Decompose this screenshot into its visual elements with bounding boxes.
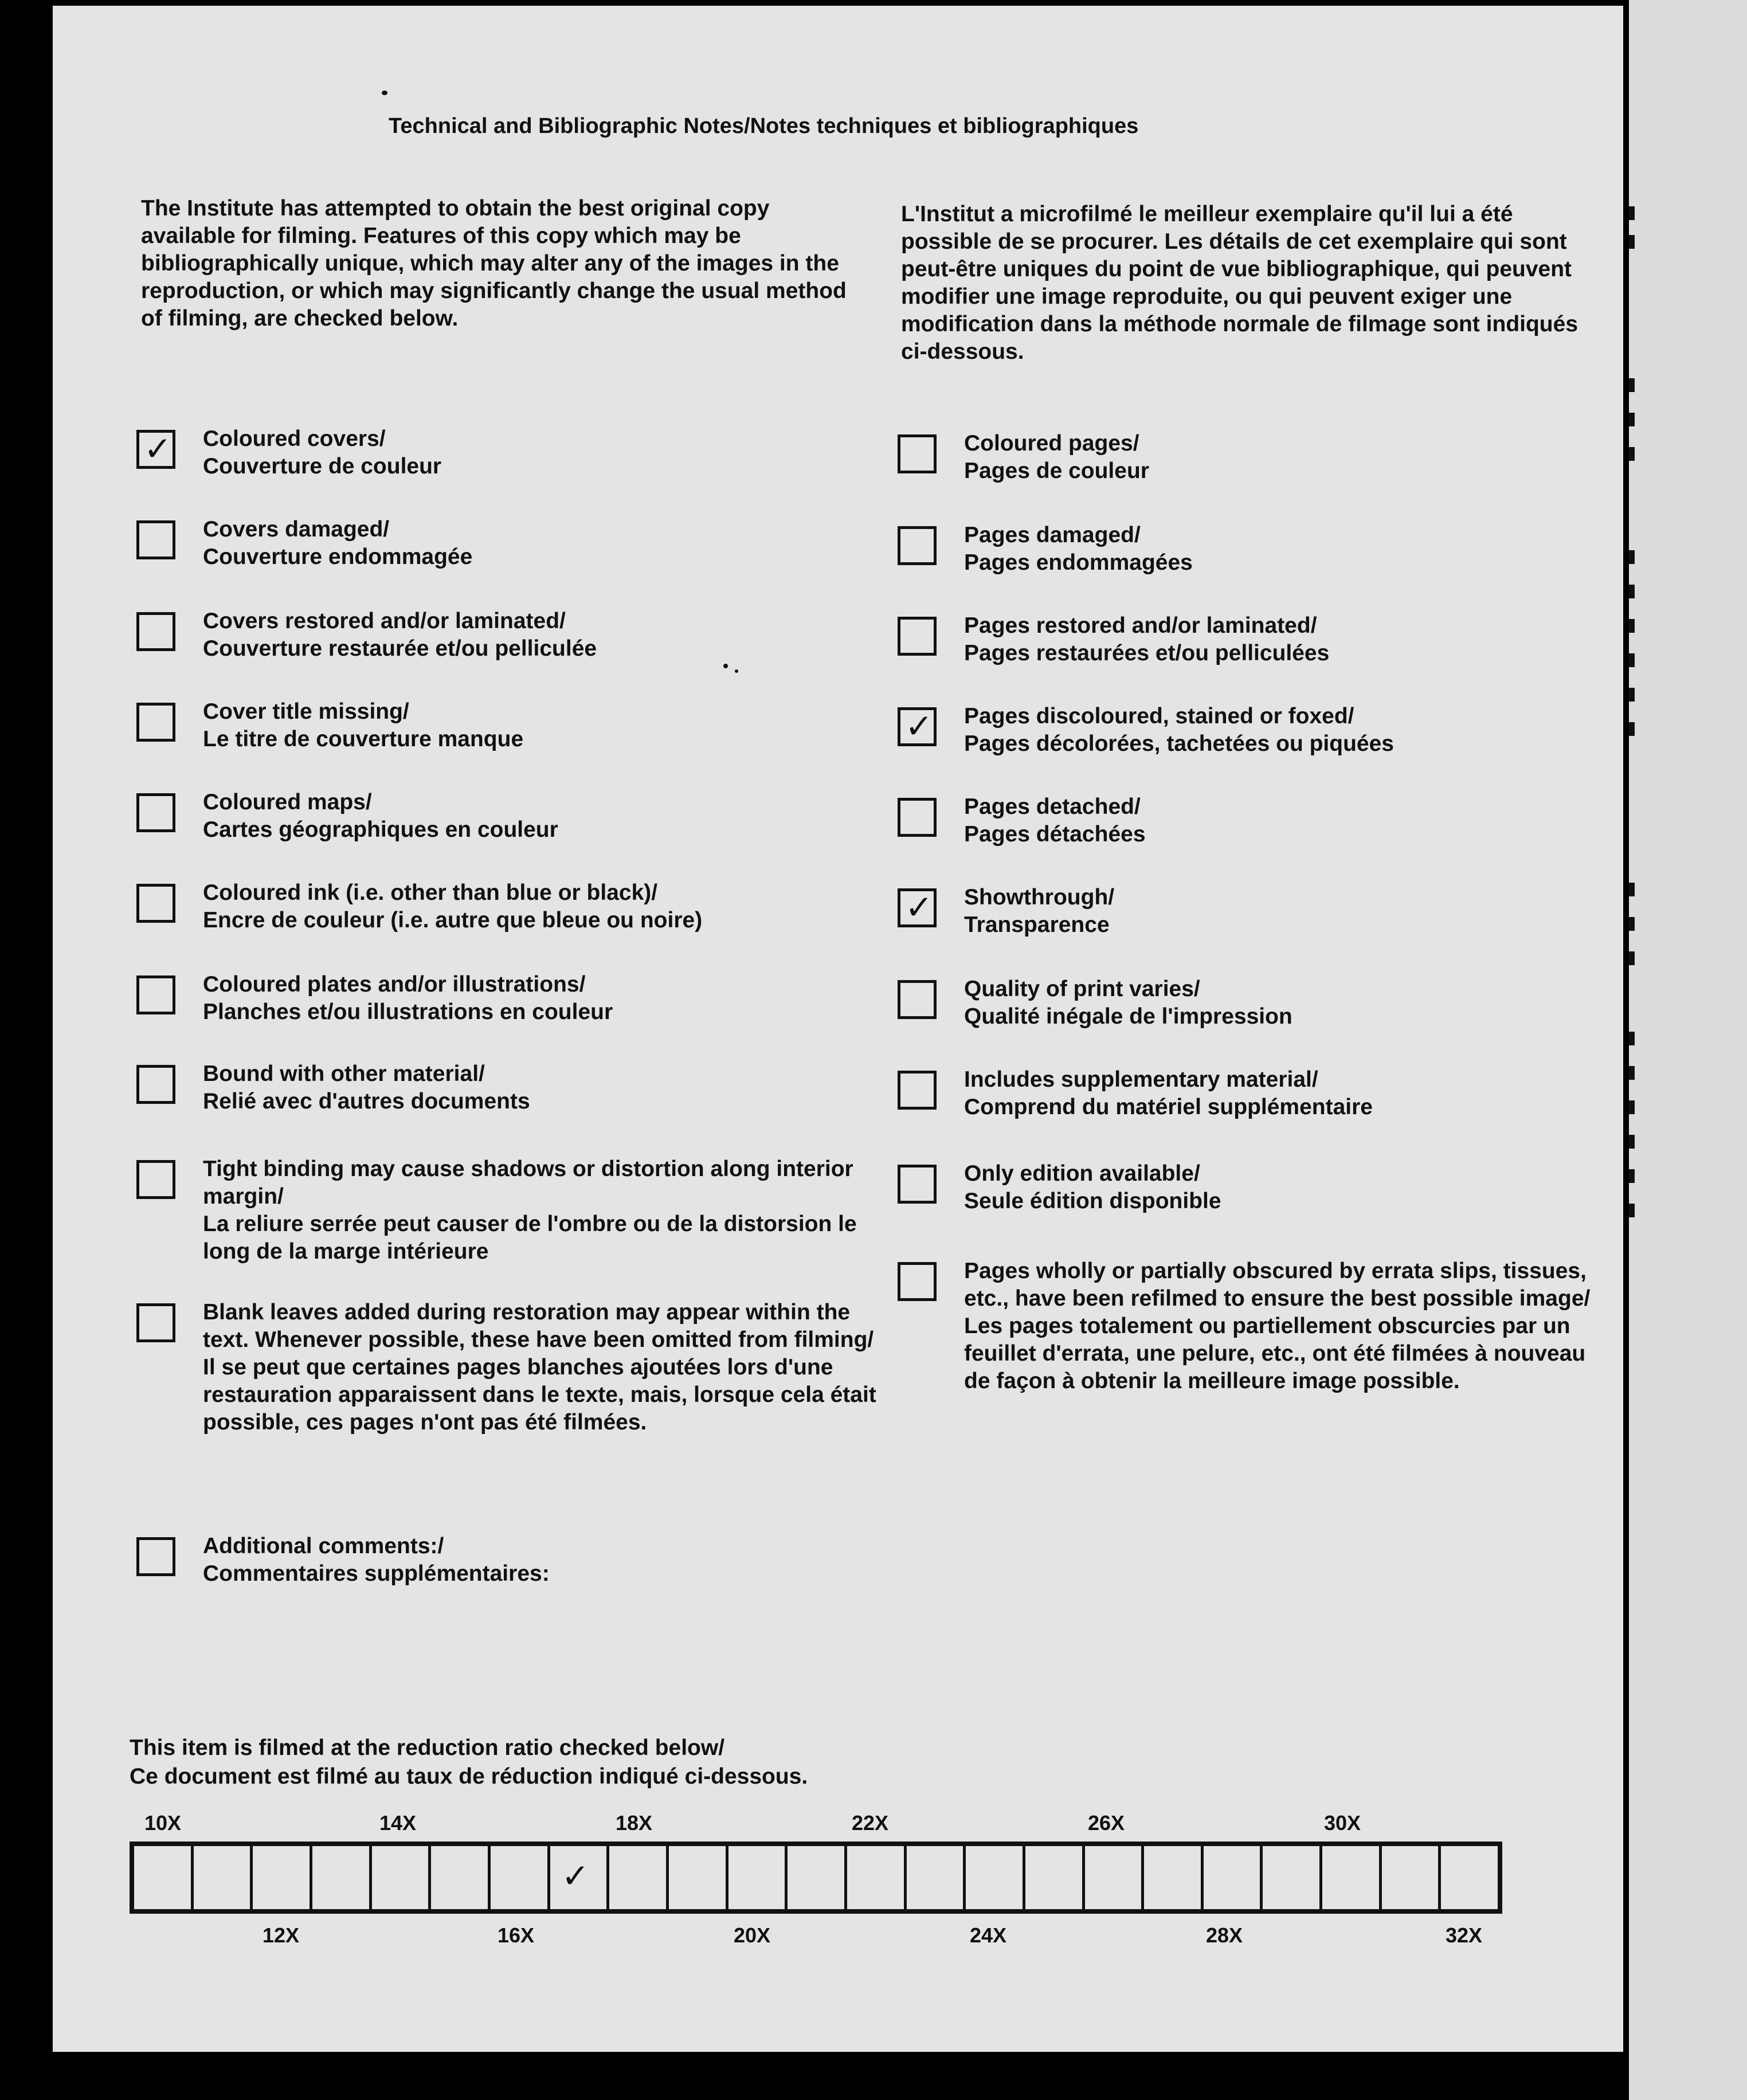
right-item-label-en: Showthrough/	[964, 885, 1115, 910]
reduction-cell[interactable]	[431, 1846, 491, 1909]
left-item-checkbox[interactable]	[136, 1160, 175, 1199]
right-item-label-fr: Seule édition disponible	[964, 1189, 1221, 1213]
left-item-label-fr: Commentaires supplémentaires:	[203, 1561, 550, 1586]
right-item-label-en: Pages wholly or partially obscured by errata slips, tissues, etc., have been refilmed to ensure the best possible image/	[964, 1259, 1591, 1311]
right-item-checkbox[interactable]	[898, 617, 937, 656]
left-item-label-fr: Le titre de couverture manque	[203, 727, 524, 751]
ratio-label-top: 30X	[1324, 1811, 1361, 1835]
right-item-label-en: Pages restored and/or laminated/	[964, 613, 1317, 638]
ratio-label-top: 22X	[852, 1811, 889, 1835]
right-item-label-fr: Pages restaurées et/ou pelliculées	[964, 641, 1330, 665]
reduction-note-english: This item is filmed at the reduction ratio checked below/	[130, 1735, 725, 1760]
left-item-label-fr: Encre de couleur (i.e. autre que bleue ou noire)	[203, 908, 703, 933]
reduction-cell[interactable]	[134, 1846, 194, 1909]
ratio-label-top: 14X	[379, 1811, 417, 1835]
ratio-label-bottom: 12X	[263, 1923, 300, 1947]
left-item-label-en: Covers restored and/or laminated/	[203, 609, 566, 633]
right-item-label-en: Pages discoloured, stained or foxed/	[964, 704, 1354, 728]
right-item-label-fr: Pages endommagées	[964, 550, 1193, 575]
left-item-checkbox[interactable]	[136, 884, 175, 923]
reduction-ratio-scale	[130, 1842, 1502, 1914]
left-item-checkbox[interactable]	[136, 793, 175, 832]
intro-english: The Institute has attempted to obtain the best original copy available for filming. Features of this copy which may be bibliographically unique, which may alter any of the images in the reproduction, or which may significantly change the usual method of filming, are checked below.	[141, 196, 847, 331]
right-item-label-fr: Les pages totalement ou partiellement obscurcies par un feuillet d'errata, une pelure, etc., ont été filmées à nouveau de façon à obtenir la meilleure image possible.	[964, 1314, 1586, 1393]
right-item-label-en: Coloured pages/	[964, 431, 1139, 456]
ratio-label-bottom: 16X	[498, 1923, 535, 1947]
left-item-label-fr: Couverture restaurée et/ou pelliculée	[203, 636, 597, 661]
dust-speck	[382, 91, 387, 95]
left-item-checkbox[interactable]	[136, 612, 175, 651]
ratio-label-bottom: 20X	[734, 1923, 771, 1947]
right-item-checkbox[interactable]	[898, 526, 937, 565]
ratio-label-bottom: 24X	[970, 1923, 1007, 1947]
check-mark-icon: ✓	[905, 888, 933, 927]
left-item-checkbox[interactable]	[136, 1065, 175, 1104]
ratio-label-top: 10X	[144, 1811, 182, 1835]
ratio-label-bottom: 28X	[1206, 1923, 1243, 1947]
reduction-cell[interactable]	[1085, 1846, 1145, 1909]
reduction-cell[interactable]	[847, 1846, 907, 1909]
left-item-label-en: Coloured covers/	[203, 426, 386, 451]
reduction-cell[interactable]	[609, 1846, 669, 1909]
reduction-cell[interactable]	[907, 1846, 966, 1909]
dust-speck	[723, 664, 728, 668]
right-item-checkbox[interactable]	[898, 1262, 937, 1301]
reduction-cell[interactable]	[966, 1846, 1025, 1909]
ratio-label-bottom: 32X	[1446, 1923, 1483, 1947]
left-item-label-en: Coloured ink (i.e. other than blue or black)/	[203, 880, 658, 905]
right-item-checkbox[interactable]	[898, 798, 937, 837]
right-item-label-fr: Comprend du matériel supplémentaire	[964, 1095, 1373, 1119]
left-item-checkbox[interactable]	[136, 1537, 175, 1576]
left-item-label-fr: Relié avec d'autres documents	[203, 1089, 530, 1114]
check-mark-icon: ✓	[144, 429, 172, 468]
reduction-cell[interactable]	[1382, 1846, 1442, 1909]
reduction-cell[interactable]	[1144, 1846, 1204, 1909]
reduction-cell[interactable]	[194, 1846, 253, 1909]
reduction-cell[interactable]	[312, 1846, 372, 1909]
left-item-label-fr: Planches et/ou illustrations en couleur	[203, 1000, 613, 1024]
left-item-label-en: Cover title missing/	[203, 699, 409, 724]
adjacent-page-strip	[1629, 0, 1747, 2100]
right-item-checkbox[interactable]	[898, 707, 937, 746]
right-item-checkbox[interactable]	[898, 434, 937, 473]
right-item-label-en: Pages detached/	[964, 794, 1141, 819]
left-item-label-en: Blank leaves added during restoration may appear within the text. Whenever possible, these have been omitted from filming/	[203, 1300, 874, 1352]
reduction-note-french: Ce document est filmé au taux de réduction indiqué ci-dessous.	[130, 1764, 808, 1789]
intro-french: L'Institut a microfilmé le meilleur exemplaire qu'il lui a été possible de se procurer. Les détails de cet exemplaire qui sont peut-être uniques du point de vue bibliographique, qui peuvent modifier une image reproduite, ou qui peuvent exiger une modification dans la méthode normale de filmage sont indiqués ci-dessous.	[901, 202, 1578, 364]
page-title: Technical and Bibliographic Notes/Notes techniques et bibliographiques	[389, 114, 1139, 138]
left-item-checkbox[interactable]	[136, 975, 175, 1014]
right-item-label-fr: Transparence	[964, 912, 1110, 937]
reduction-cell[interactable]	[1322, 1846, 1382, 1909]
reduction-cell[interactable]	[728, 1846, 788, 1909]
page-edge-divider	[1623, 0, 1629, 2100]
left-item-label-en: Coloured plates and/or illustrations/	[203, 972, 586, 997]
right-item-label-en: Only edition available/	[964, 1161, 1200, 1186]
right-item-label-fr: Qualité inégale de l'impression	[964, 1004, 1292, 1029]
left-item-label-en: Additional comments:/	[203, 1534, 444, 1558]
reduction-cell[interactable]	[491, 1846, 550, 1909]
left-item-label-en: Covers damaged/	[203, 517, 390, 542]
document-sheet	[53, 6, 1623, 2052]
right-item-checkbox[interactable]	[898, 1071, 937, 1110]
left-item-label-fr: Cartes géographiques en couleur	[203, 817, 558, 842]
right-item-label-fr: Pages de couleur	[964, 459, 1149, 483]
reduction-cell[interactable]	[1263, 1846, 1322, 1909]
left-item-checkbox[interactable]	[136, 520, 175, 559]
check-mark-icon: ✓	[561, 1856, 590, 1895]
left-item-label-fr: Couverture endommagée	[203, 544, 473, 569]
reduction-cell[interactable]	[253, 1846, 312, 1909]
left-item-label-fr: La reliure serrée peut causer de l'ombre ou de la distorsion le long de la marge intérieure	[203, 1212, 857, 1264]
right-item-label-en: Pages damaged/	[964, 523, 1141, 547]
left-item-label-en: Bound with other material/	[203, 1061, 485, 1086]
left-item-checkbox[interactable]	[136, 430, 175, 469]
right-item-label-en: Quality of print varies/	[964, 977, 1200, 1001]
left-item-checkbox[interactable]	[136, 1303, 175, 1342]
ratio-label-top: 18X	[616, 1811, 653, 1835]
reduction-cell[interactable]	[788, 1846, 847, 1909]
right-item-label-fr: Pages détachées	[964, 822, 1146, 847]
ratio-label-top: 26X	[1088, 1811, 1125, 1835]
reduction-cell[interactable]	[1025, 1846, 1085, 1909]
right-item-label-fr: Pages décolorées, tachetées ou piquées	[964, 731, 1394, 756]
right-item-checkbox[interactable]	[898, 1165, 937, 1204]
reduction-cell[interactable]	[372, 1846, 432, 1909]
left-item-label-fr: Couverture de couleur	[203, 454, 442, 479]
check-mark-icon: ✓	[905, 707, 933, 746]
left-item-checkbox[interactable]	[136, 703, 175, 742]
reduction-cell[interactable]	[1204, 1846, 1263, 1909]
left-item-label-en: Tight binding may cause shadows or distortion along interior margin/	[203, 1157, 853, 1209]
dust-speck	[735, 669, 738, 673]
right-item-checkbox[interactable]	[898, 888, 937, 927]
reduction-cell[interactable]	[550, 1846, 610, 1909]
right-item-label-en: Includes supplementary material/	[964, 1067, 1318, 1092]
reduction-cell[interactable]	[669, 1846, 728, 1909]
left-item-label-en: Coloured maps/	[203, 790, 372, 814]
right-item-checkbox[interactable]	[898, 980, 937, 1019]
left-item-label-fr: Il se peut que certaines pages blanches ajoutées lors d'une restauration apparaissent dans le texte, mais, lorsque cela était possible, ces pages n'ont pas été filmées.	[203, 1355, 876, 1435]
reduction-cell[interactable]	[1441, 1846, 1498, 1909]
